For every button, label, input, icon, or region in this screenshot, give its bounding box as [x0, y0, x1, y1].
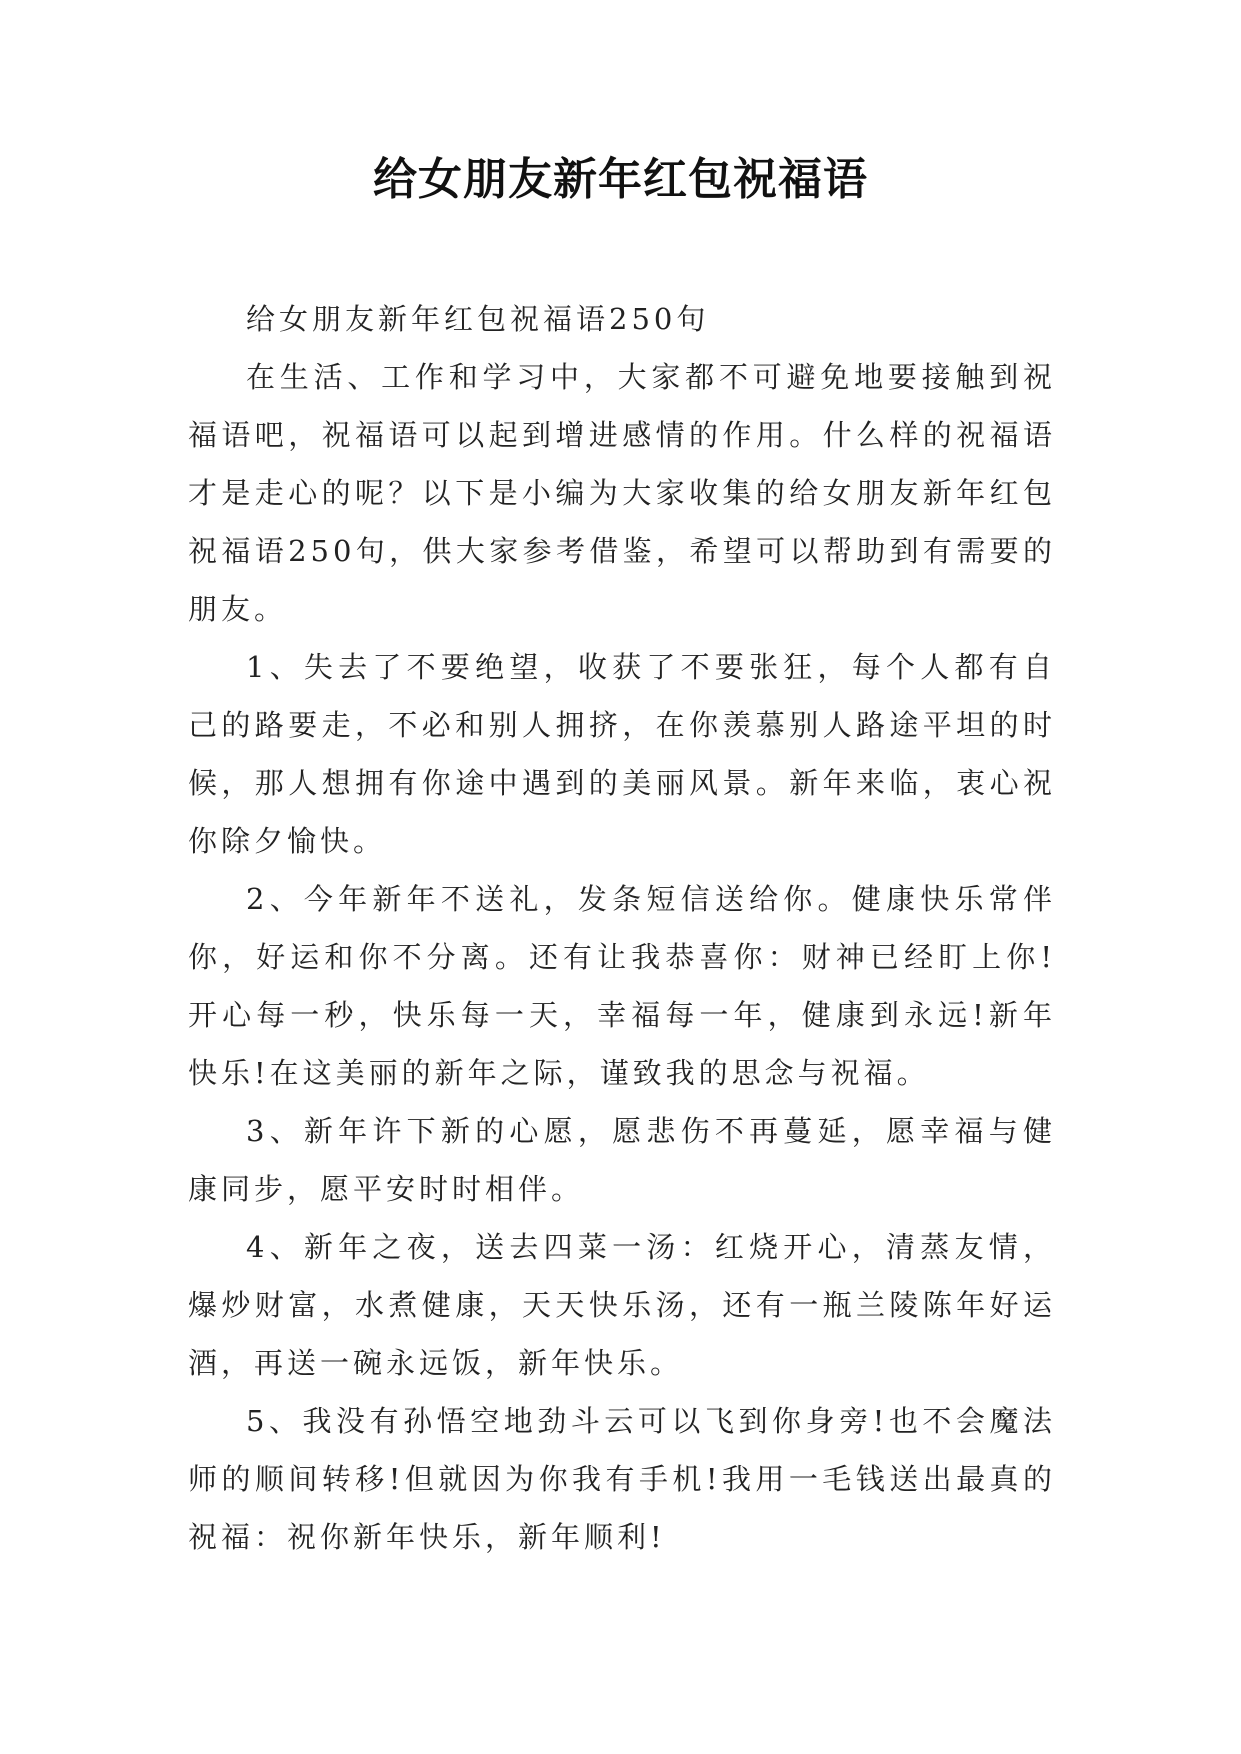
- document-title: 给女朋友新年红包祝福语: [373, 154, 868, 205]
- blessing-paragraph-5: 5、我没有孙悟空地劲斗云可以飞到你身旁!也不会魔法师的顺间转移!但就因为你我有手机!我用一毛钱送出最真的祝福：祝你新年快乐，新年顺利!: [188, 1404, 1056, 1554]
- subtitle-paragraph: 给女朋友新年红包祝福语250句: [246, 302, 710, 336]
- blessing-paragraph-2: 2、今年新年不送礼，发条短信送给你。健康快乐常伴你，好运和你不分离。还有让我恭喜你：财神已经盯上你!开心每一秒，快乐每一天，幸福每一年，健康到永远!新年快乐!在这美丽的新年之际，谨致我的思念与祝福。: [188, 882, 1056, 1090]
- document-body: [188, 290, 1056, 1566]
- blessing-paragraph-4: 4、新年之夜，送去四菜一汤：红烧开心，清蒸友情，爆炒财富，水煮健康，天天快乐汤，还有一瓶兰陵陈年好运酒，再送一碗永远饭，新年快乐。: [188, 1230, 1056, 1380]
- intro-paragraph: 在生活、工作和学习中，大家都不可避免地要接触到祝福语吧，祝福语可以起到增进感情的作用。什么样的祝福语才是走心的呢？以下是小编为大家收集的给女朋友新年红包祝福语250句，供大家参考借鉴，希望可以帮助到有需要的朋友。: [188, 360, 1056, 626]
- blessing-paragraph-3: 3、新年许下新的心愿，愿悲伤不再蔓延，愿幸福与健康同步，愿平安时时相伴。: [188, 1114, 1056, 1206]
- blessing-paragraph-1: 1、失去了不要绝望，收获了不要张狂，每个人都有自己的路要走，不必和别人拥挤，在你羡慕别人路途平坦的时候，那人想拥有你途中遇到的美丽风景。新年来临，衷心祝你除夕愉快。: [188, 650, 1056, 858]
